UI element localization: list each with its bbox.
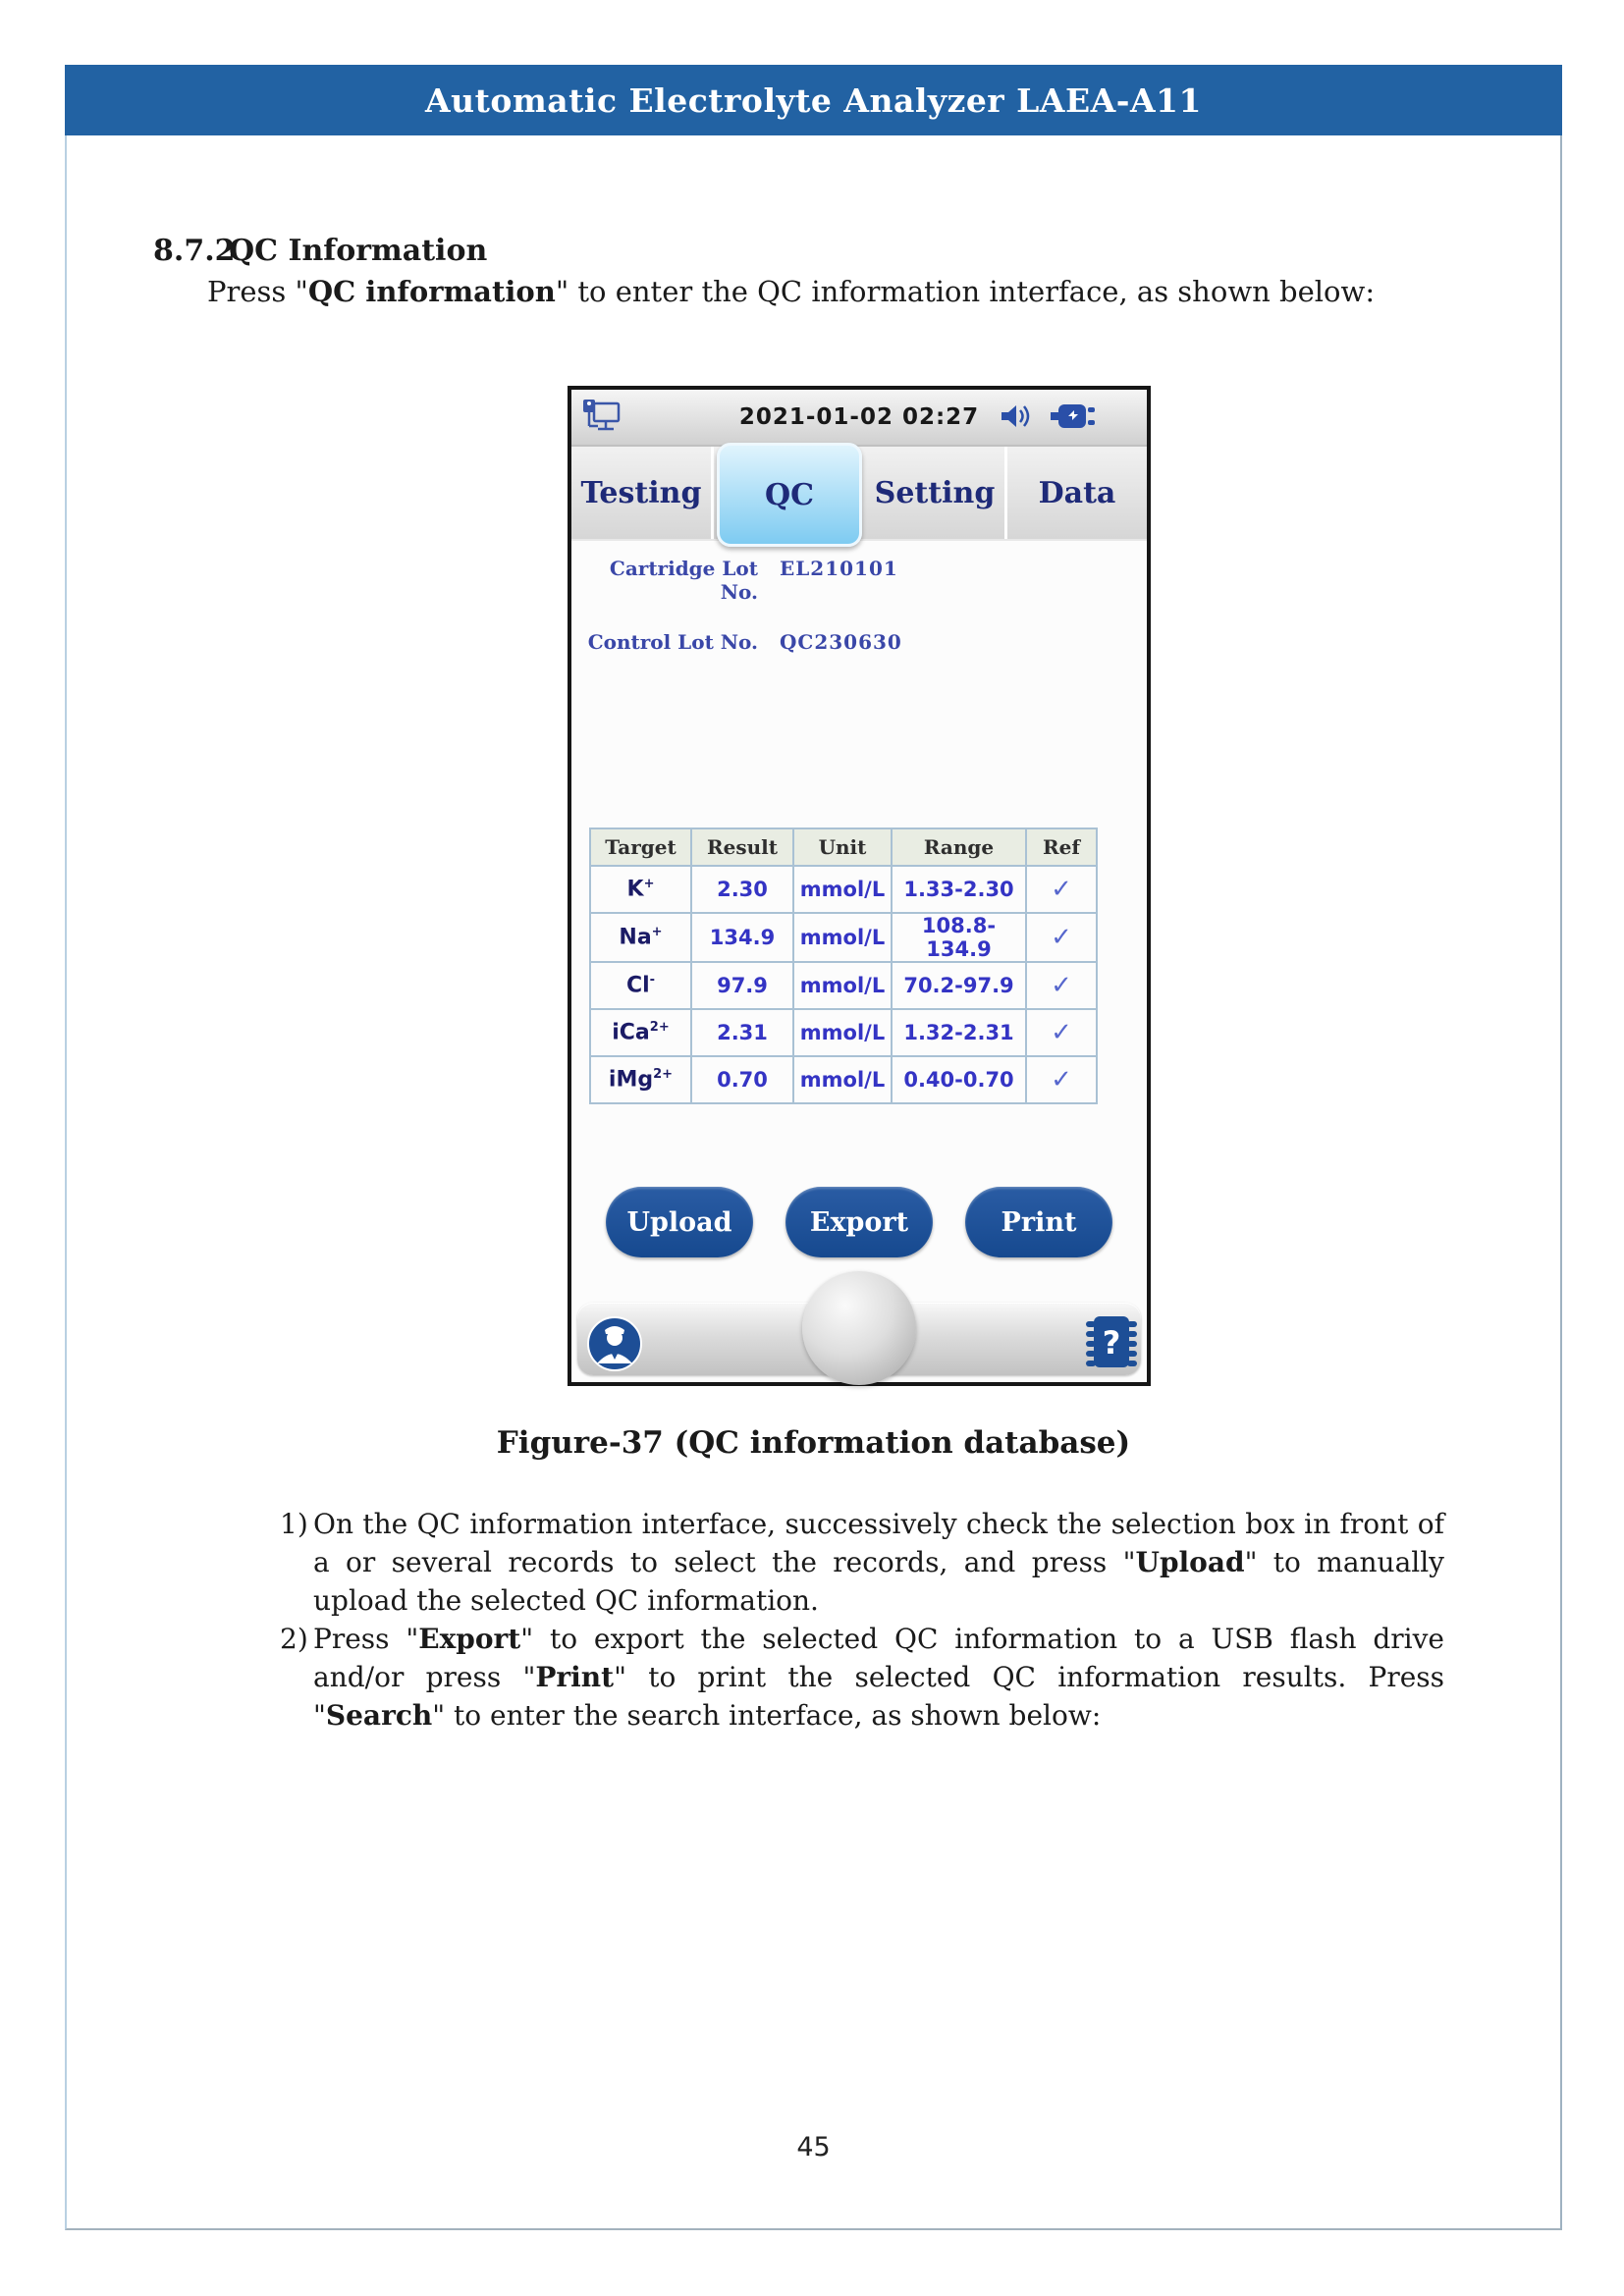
text-segment: " to manually upload the selected QC information.: [313, 1546, 1444, 1617]
ion-sup: 2+: [653, 1067, 674, 1083]
ion-sup: -: [649, 973, 656, 988]
home-sphere-button[interactable]: [802, 1271, 916, 1385]
range-cell: 108.8-134.9: [892, 913, 1026, 962]
target-cell: [590, 962, 691, 1009]
ion-base: iMg: [608, 1067, 654, 1093]
text-segment: Search: [325, 1699, 433, 1732]
result-cell: 134.9: [691, 913, 793, 962]
device-button-row: [571, 1187, 1147, 1257]
status-datetime: 2021-01-02 02:27: [738, 404, 980, 430]
text-segment: Press ": [207, 275, 308, 308]
target-cell: [590, 913, 691, 962]
field-label: Control Lot No.: [587, 630, 758, 654]
field-value: EL210101: [780, 557, 898, 580]
status-icons: [1000, 401, 1098, 431]
result-cell: 2.30: [691, 866, 793, 913]
lot-field-row: [585, 557, 902, 604]
result-cell: 0.70: [691, 1056, 793, 1103]
text-segment: On the QC information interface, successively check the selection box in front of a or several records to select the records, and press ": [313, 1508, 1444, 1578]
range-cell: 1.32-2.31: [892, 1009, 1026, 1056]
lot-fields: [585, 557, 902, 680]
qc-results-table: [589, 828, 1098, 1104]
section-heading: [153, 234, 487, 268]
ion-base: iCa: [612, 1020, 650, 1045]
operator-icon[interactable]: [587, 1316, 642, 1375]
list-item-2: [280, 1620, 1444, 1735]
text-segment: Press ": [313, 1623, 419, 1655]
ion-sup: +: [643, 877, 655, 892]
table-row[interactable]: [590, 913, 1097, 962]
field-value: QC230630: [780, 630, 902, 654]
field-label: Cartridge Lot No.: [609, 557, 758, 604]
text-segment: Print: [535, 1661, 615, 1693]
numbered-list: [280, 1505, 1444, 1735]
device-status-bar: [571, 390, 1147, 447]
device-tab-bar: [571, 447, 1147, 541]
col-header: Target: [590, 828, 691, 866]
tab-label: Setting: [874, 475, 996, 510]
unit-cell: mmol/L: [793, 913, 892, 962]
qc-table-body: [590, 866, 1097, 1103]
result-cell: 2.31: [691, 1009, 793, 1056]
range-cell: 70.2-97.9: [892, 962, 1026, 1009]
target-cell: [590, 1056, 691, 1103]
ref-check: ✓: [1026, 913, 1097, 962]
tab-label: Data: [1038, 475, 1116, 510]
col-header: Unit: [793, 828, 892, 866]
page-number: 45: [796, 2132, 831, 2163]
page-content-box: [65, 65, 1562, 2230]
section-title: QC Information: [229, 234, 488, 268]
upload-button[interactable]: Upload: [606, 1187, 753, 1257]
export-button[interactable]: Export: [785, 1187, 933, 1257]
ion-sup: +: [651, 925, 663, 940]
unit-cell: mmol/L: [793, 866, 892, 913]
table-row[interactable]: [590, 1056, 1097, 1103]
help-icon[interactable]: [1086, 1314, 1137, 1375]
table-row[interactable]: [590, 1009, 1097, 1056]
print-button[interactable]: Print: [965, 1187, 1112, 1257]
qc-table-head-row: [590, 828, 1097, 866]
unit-cell: mmol/L: [793, 962, 892, 1009]
result-cell: 97.9: [691, 962, 793, 1009]
ion-base: Cl: [625, 973, 650, 998]
power-icon: [1051, 401, 1098, 431]
section-number: 8.7.2: [153, 234, 236, 268]
lot-field-row: [585, 630, 902, 654]
range-cell: 0.40-0.70: [892, 1056, 1026, 1103]
text-segment: Export: [418, 1623, 521, 1655]
list-number: 2): [280, 1623, 308, 1655]
text-segment: " to enter the QC information interface, as shown below:: [555, 275, 1376, 308]
col-header: Ref: [1026, 828, 1097, 866]
list-number: 1): [280, 1508, 308, 1540]
help-glyph: ?: [1102, 1324, 1121, 1362]
page-header-bar: [65, 65, 1562, 135]
ion-base: K: [626, 877, 644, 902]
ref-check: ✓: [1026, 962, 1097, 1009]
device-screenshot: [568, 386, 1151, 1386]
list-text: [313, 1620, 1444, 1735]
list-item-1: [280, 1505, 1444, 1620]
tab-setting[interactable]: [865, 447, 1007, 539]
table-row[interactable]: [590, 962, 1097, 1009]
text-segment: " to export the selected QC information to a USB flash drive and/or press ": [313, 1623, 1444, 1693]
unit-cell: mmol/L: [793, 1056, 892, 1103]
ref-check: ✓: [1026, 1009, 1097, 1056]
unit-cell: mmol/L: [793, 1009, 892, 1056]
target-cell: [590, 1009, 691, 1056]
text-segment-bold: QC information: [307, 275, 556, 308]
figure-caption: Figure-37 (QC information database): [496, 1425, 1131, 1461]
col-header: Result: [691, 828, 793, 866]
tab-label: Testing: [580, 475, 702, 510]
tab-label: QC: [764, 477, 814, 512]
intro-paragraph: [207, 275, 1375, 308]
tab-data[interactable]: [1007, 447, 1147, 539]
ion-base: Na: [619, 925, 652, 950]
tab-testing[interactable]: [571, 447, 714, 539]
speaker-icon: [1000, 401, 1035, 431]
list-text: [313, 1505, 1444, 1620]
text-segment: Upload: [1135, 1546, 1245, 1578]
target-cell: [590, 866, 691, 913]
ref-check: ✓: [1026, 1056, 1097, 1103]
ion-sup: 2+: [649, 1020, 670, 1036]
range-cell: 1.33-2.30: [892, 866, 1026, 913]
col-header: Range: [892, 828, 1026, 866]
text-segment: " to print the selected QC information results. Press ": [313, 1661, 1445, 1732]
page-title: Automatic Electrolyte Analyzer LAEA-A11: [425, 80, 1202, 120]
tab-qc[interactable]: [717, 443, 862, 547]
ref-check: ✓: [1026, 866, 1097, 913]
table-row[interactable]: [590, 866, 1097, 913]
text-segment: " to enter the search interface, as shown below:: [432, 1699, 1102, 1732]
